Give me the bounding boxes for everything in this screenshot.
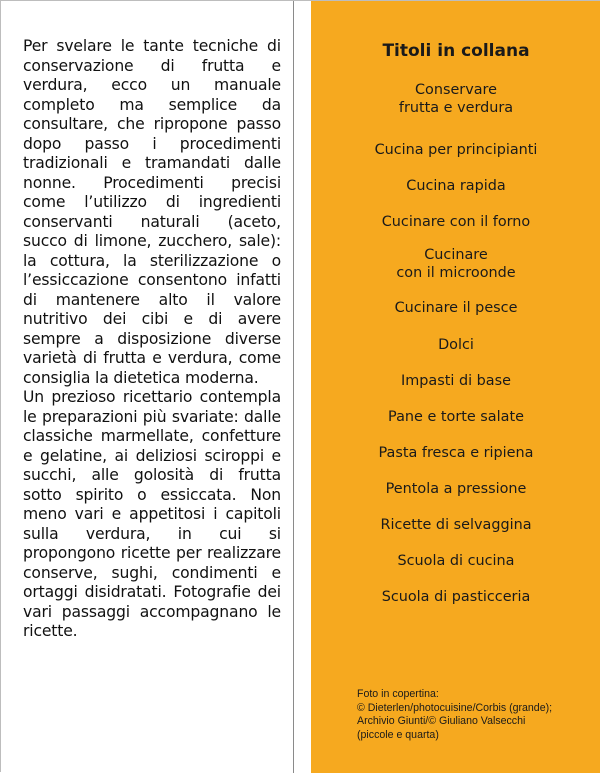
series-title-line: Pane e torte salate: [388, 409, 524, 425]
credits-line: © Dieterlen/photocuisine/Corbis (grande);: [357, 701, 553, 714]
series-title-line: Scuola di pasticceria: [381, 589, 531, 605]
series-title-item: [311, 372, 600, 390]
credits-line: Archivio Giunti/© Giuliano Valsecchi: [357, 715, 526, 727]
series-title-item: [311, 516, 600, 534]
series-title-line: Pasta fresca e ripiena: [378, 445, 534, 461]
series-title-line: Scuola di cucina: [397, 553, 515, 569]
series-title-item: [311, 444, 600, 462]
credits-line: (piccole e quarta): [357, 728, 439, 741]
description-paragraph-1: Per svelare le tante tecniche di conservazione di frutta e verdura, ecco un manuale completo ma semplice da consultare, che ripropone passo dopo passo i procedimenti tradizionali e tramandati dalle nonne. Procedimenti precisi come l’utilizzo di ingredienti conservanti naturali (aceto, succo di limone, zucchero, sale): la cottura, la sterilizzazione o l’essiccazione consentono infatti di mantenere alto il valore nutritivo dei cibi e di avere sempre a disposizione diverse varietà di frutta e verdura, come consiglia la dietetica moderna.: [23, 37, 281, 387]
photo-credits: [357, 688, 597, 742]
series-title-line: frutta e verdura: [398, 100, 514, 116]
series-title-line: Ricette di selvaggina: [380, 517, 532, 533]
series-title-item: [311, 336, 600, 354]
series-title-line: Cucinare con il forno: [381, 214, 531, 230]
series-title-item: [311, 588, 600, 606]
series-title-item: [311, 177, 600, 195]
description-paragraph-2: Un prezioso ricettario contempla le preparazioni più svariate: dalle classiche marmellate, confetture e gelatine, ai deliziosi sciroppi e succhi, alle golosità di frutta sotto spirito o essiccata. Non meno vari e appetitosi i capitoli sulla verdura, in cui si propongono ricette per realizzare conserve, sughi, condimenti e ortaggi disidratati. Fotografie dei vari passaggi accompagnano le ricette.: [23, 388, 281, 640]
credits-line: Foto in copertina:: [357, 688, 439, 700]
series-title-line: Impasti di base: [401, 373, 511, 389]
series-title: Titoli in collana: [382, 41, 530, 61]
series-title-item: [311, 81, 600, 117]
series-title-line: Conservare: [414, 82, 498, 98]
series-title-item: [311, 408, 600, 426]
series-title-line: con il microonde: [396, 265, 516, 281]
series-title-item: [311, 213, 600, 231]
series-title-item: [311, 480, 600, 498]
page-divider: [293, 1, 311, 773]
series-title-line: Cucina per principianti: [374, 142, 538, 158]
series-title-item: [311, 246, 600, 282]
series-title-line: Cucina rapida: [406, 178, 506, 194]
series-title-item: [311, 141, 600, 159]
series-title-line: Pentola a pressione: [385, 481, 527, 497]
series-title-line: Cucinare il pesce: [394, 300, 518, 316]
series-title-line: Dolci: [438, 337, 474, 353]
series-title-item: [311, 552, 600, 570]
series-title-item: [311, 299, 600, 317]
series-title-line: Cucinare: [424, 247, 488, 263]
description-panel: [1, 1, 293, 773]
description-text: [23, 37, 281, 642]
